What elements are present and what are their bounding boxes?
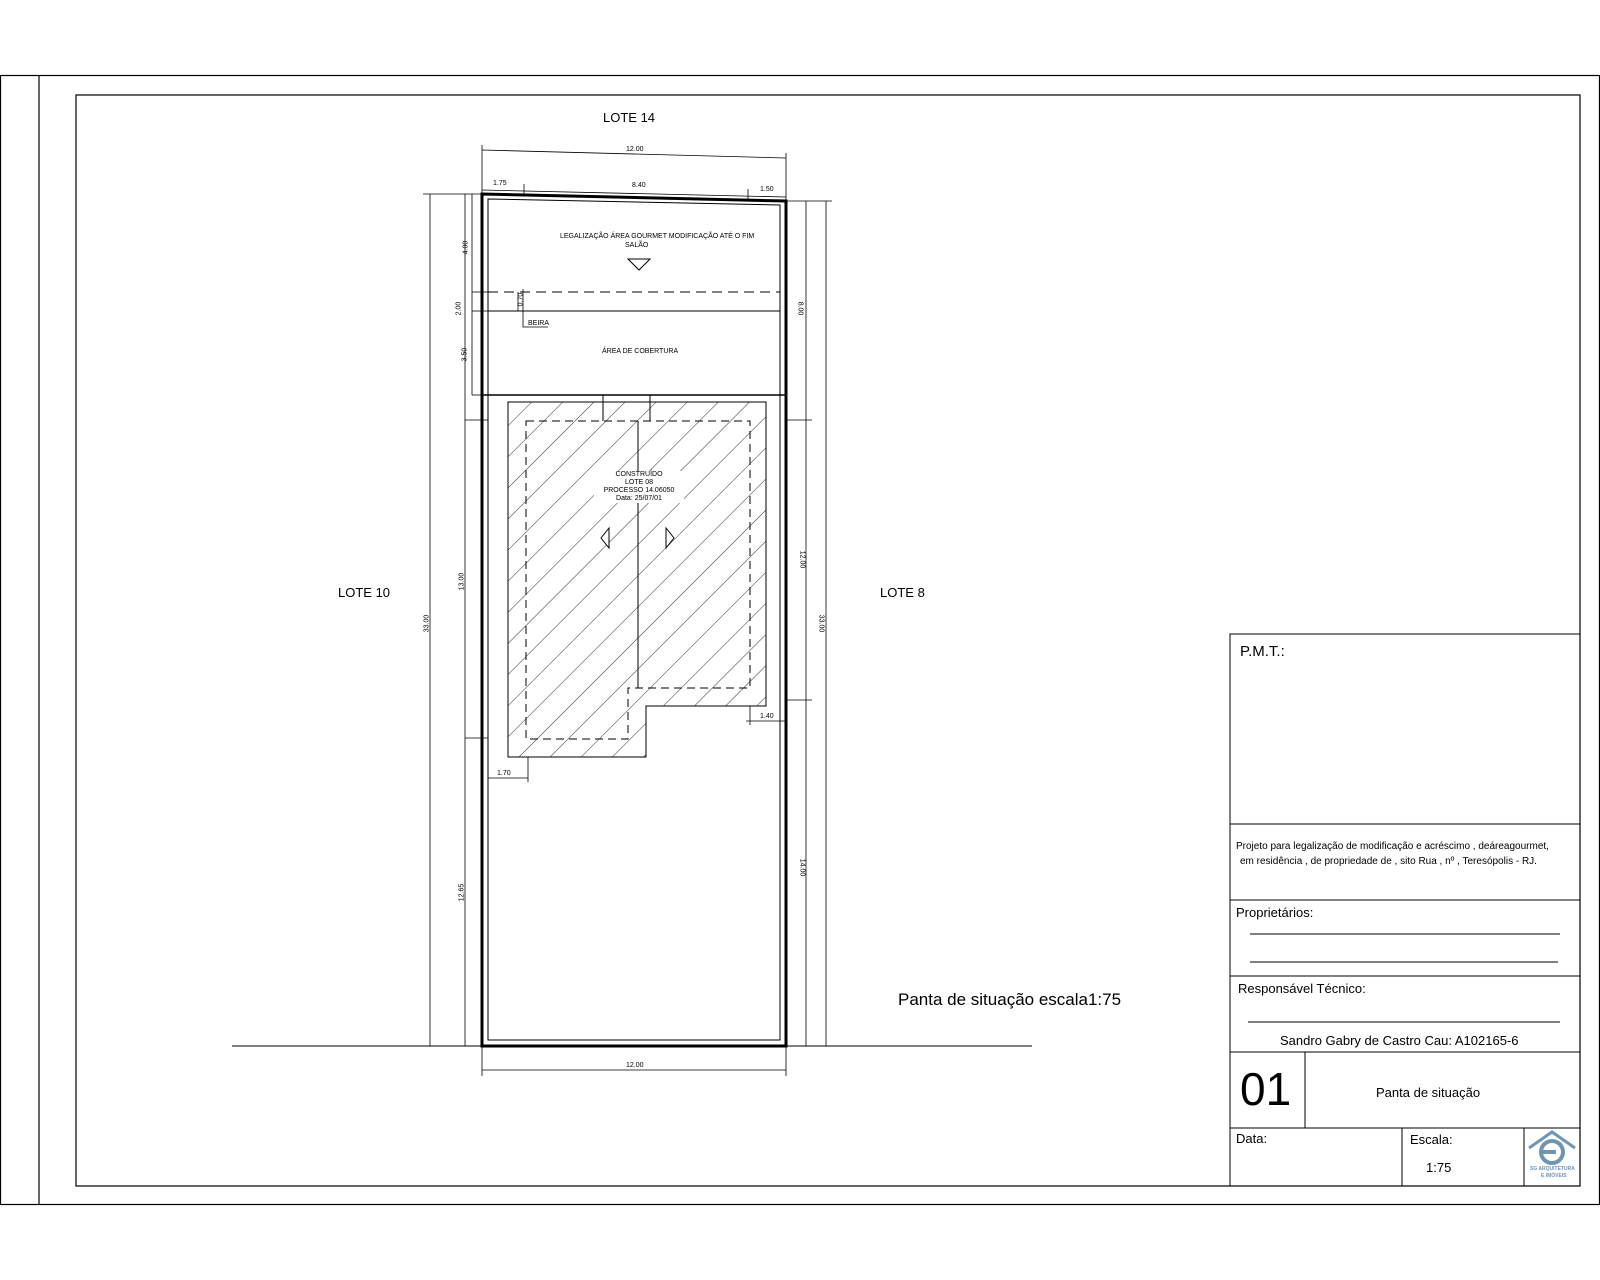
building-note-line: CONSTRUÍDO — [615, 471, 663, 478]
dim-left-seg2: 2.00 — [455, 301, 463, 316]
scale-value: 1:75 — [1426, 1160, 1452, 1175]
logo-text-1: SG ARQUITETURA — [1530, 1166, 1575, 1172]
building-note-line: PROCESSO 14.06050 — [603, 487, 675, 494]
responsible-label — [1238, 981, 1366, 996]
top-area-subnote: SALÃO — [625, 242, 649, 249]
dim-bottom-small: 1.70 — [497, 770, 511, 777]
owners-label: Proprietários: — [1236, 905, 1314, 920]
dim-left-seg3: 3.50 — [461, 347, 469, 362]
level-marker-icon — [628, 259, 650, 270]
dim-top-outer: 12.00 — [626, 146, 644, 153]
responsible-label-b: Técnico: — [1316, 981, 1366, 996]
dim-top-left: 1.75 — [493, 180, 507, 187]
dim-left-mid: 13.00 — [458, 572, 466, 591]
dim-top-right: 1.50 — [760, 186, 774, 193]
dim-bottom: 12.00 — [626, 1062, 644, 1069]
lot-label-right: LOTE 8 — [880, 585, 925, 600]
dim-right-top: 8.00 — [796, 301, 804, 316]
project-description-line-2: em residência , de propriedade de , sito Rua , nº , Teresópolis - RJ. — [1240, 856, 1537, 867]
covered-area-note: ÁREA DE COBERTURA — [602, 348, 679, 355]
building-note — [594, 471, 684, 503]
lot-label-left: LOTE 10 — [338, 585, 391, 600]
sheet-title: Panta de situação — [1376, 1085, 1481, 1100]
top-area-note: LEGALIZAÇÃO ÁREA GOURMET MODIFICAÇÃO ATÉ O FIM — [560, 233, 755, 240]
plan-title: Panta de situação escala1:75 — [898, 990, 1122, 1009]
building-note-line: Data: 25/07/01 — [616, 495, 662, 502]
dim-right-mid: 12.00 — [798, 550, 806, 569]
dim-right-low: 14.00 — [798, 858, 806, 877]
date-label: Data: — [1236, 1131, 1268, 1146]
sheet-number: 01 — [1240, 1063, 1292, 1115]
dim-right-total: 33.00 — [817, 614, 825, 633]
responsible-name: Sandro Gabry de Castro Cau: A102165-6 — [1280, 1033, 1519, 1048]
beira-label: BEIRA — [528, 320, 550, 327]
dim-left-total: 33.00 — [423, 614, 431, 633]
project-description-line-1: Projeto para legalização de modificação e acréscimo , deáreagourmet, — [1236, 841, 1549, 852]
company-logo — [1529, 1132, 1575, 1163]
building-note-line: LOTE 08 — [624, 479, 653, 486]
lot-label-top: LOTE 14 — [603, 110, 656, 125]
dim-left-seg1: 4.00 — [462, 240, 470, 255]
dim-left-low: 12.65 — [458, 883, 466, 902]
dim-right-small: 1.40 — [760, 713, 774, 720]
dim-inner-small: 0.70 — [517, 292, 525, 307]
responsible-label-a: Responsável — [1238, 981, 1314, 996]
scale-label: Escala: — [1410, 1132, 1453, 1147]
building-footprint — [508, 395, 766, 757]
pmt-label: P.M.T.: — [1240, 643, 1285, 660]
logo-text-2: E IMÓVEIS — [1541, 1173, 1567, 1179]
dim-top-mid: 8.40 — [632, 182, 646, 189]
